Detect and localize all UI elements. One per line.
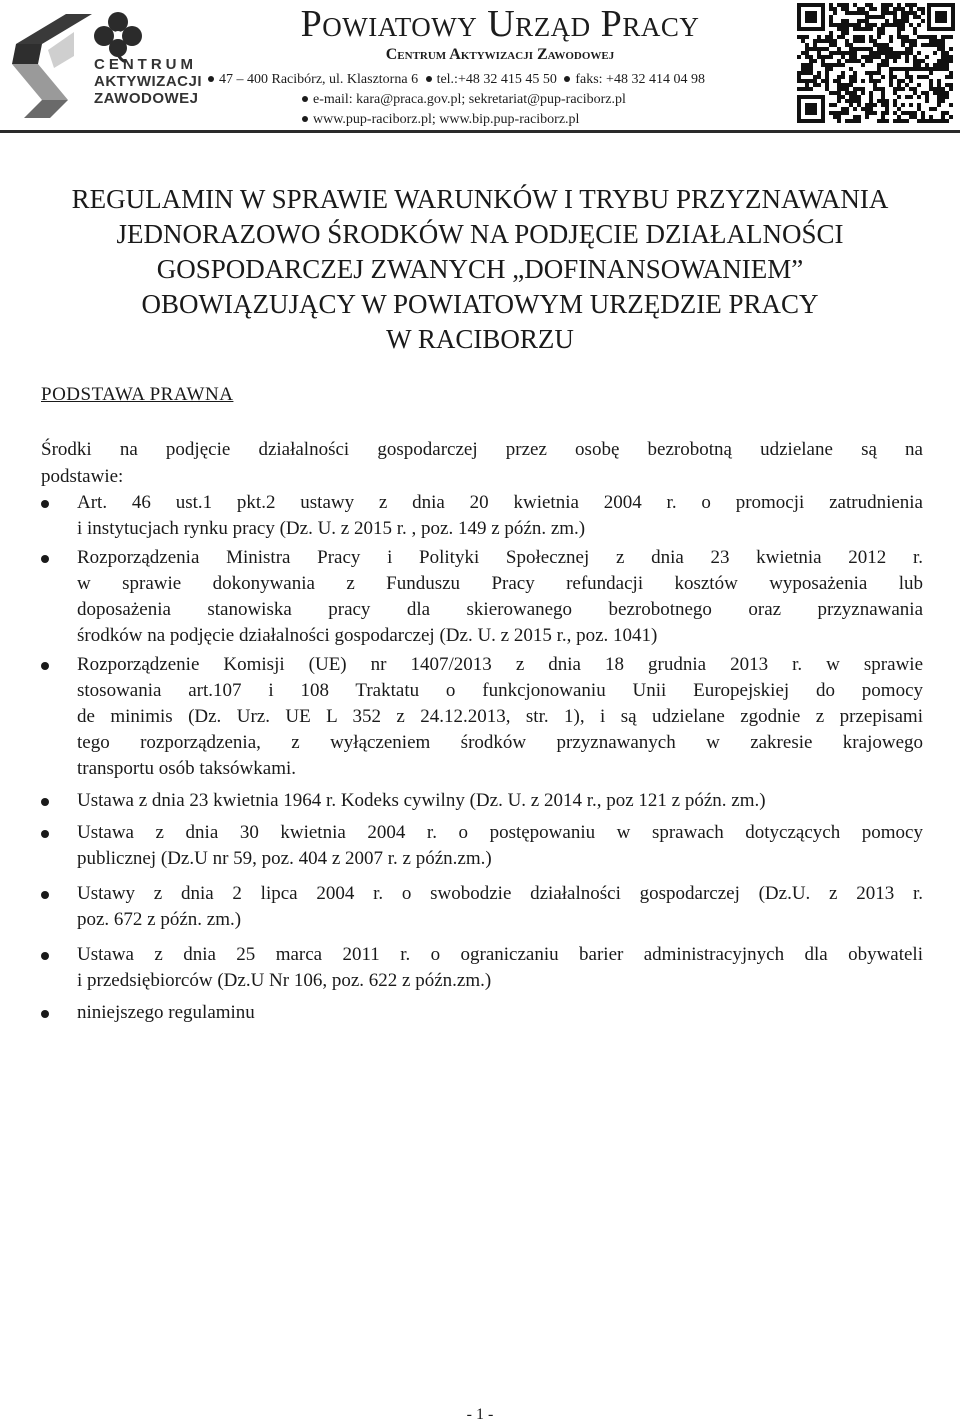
- document-title: [30, 182, 930, 357]
- organization-block: [200, 0, 790, 130]
- cav-logo: [8, 6, 202, 124]
- telephone: tel.:+48 32 415 45 50: [436, 72, 557, 87]
- header-divider: [0, 130, 960, 133]
- title-line-3: GOSPODARCZEJ ZWANYCH „DOFINANSOWANIEM”: [156, 254, 804, 284]
- list-item-line: poz. 672 z późn. zm.): [77, 909, 242, 930]
- list-item-line: stosowania art.107 i 108 Traktatu o funkcjonowaniu Unii Europejskiej do pomocy: [77, 680, 923, 701]
- intro-line-1: Środki na podjęcie działalności gospodarczej przez osobę bezrobotną udzielane są na: [41, 439, 923, 460]
- arrow-logo-icon: [8, 10, 94, 120]
- list-item-line: tego rozporządzenia, z wyłączeniem środków przyznawanych w zakresie krajowego: [77, 732, 923, 753]
- letterhead: [0, 0, 960, 132]
- logo-wordmark: [94, 56, 202, 107]
- bullet-icon: [564, 76, 570, 82]
- bullet-icon: [41, 1010, 49, 1018]
- list-item-line: Ustawa z dnia 30 kwietnia 2004 r. o postępowaniu w sprawach dotyczących pomocy: [77, 822, 923, 843]
- bullet-icon: [302, 96, 308, 102]
- bullet-icon: [41, 662, 49, 670]
- title-line-4: OBOWIĄZUJĄCY W POWIATOWYM URZĘDZIE PRACY: [141, 289, 819, 319]
- bullet-icon: [41, 555, 49, 563]
- contact-email-line: [298, 92, 626, 108]
- email-addresses: e-mail: kara@praca.gov.pl; sekretariat@pup-raciborz.pl: [313, 92, 626, 107]
- logo-line-2: AKTYWIZACJI: [94, 73, 202, 90]
- address: 47 – 400 Racibórz, ul. Klasztorna 6: [219, 72, 419, 87]
- intro-line-2: podstawie:: [41, 466, 124, 487]
- list-item: [41, 490, 923, 542]
- list-item-line: i przedsiębiorców (Dz.U Nr 106, poz. 622 z późn.zm.): [77, 970, 492, 991]
- list-item-line: de minimis (Dz. Urz. UE L 352 z 24.12.2013, str. 1), i są udzielane zgodnie z przepisami: [77, 706, 923, 727]
- bullet-icon: [41, 952, 49, 960]
- logo-line-3: ZAWODOWEJ: [94, 90, 199, 107]
- intro-paragraph: [41, 436, 923, 490]
- bullet-icon: [41, 891, 49, 899]
- list-item-line: Ustawy z dnia 2 lipca 2004 r. o swobodzie działalności gospodarczej (Dz.U. z 2013 r.: [77, 883, 923, 904]
- bullet-icon: [41, 798, 49, 806]
- list-item-line: publicznej (Dz.U nr 59, poz. 404 z 2007 r. z późn.zm.): [77, 848, 492, 869]
- list-item-line: transportu osób taksówkami.: [77, 758, 297, 779]
- list-item-line: niniejszego regulaminu: [77, 1002, 255, 1023]
- org-title: Powiatowy Urząd Pracy: [300, 3, 700, 45]
- title-line-2: JEDNORAZOWO ŚRODKÓW NA PODJĘCIE DZIAŁALNOŚCI: [116, 219, 844, 249]
- list-item-line: środków na podjęcie działalności gospodarczej (Dz. U. z 2015 r., poz. 1041): [77, 625, 658, 646]
- list-item: [41, 652, 923, 782]
- bullet-icon: [41, 500, 49, 508]
- list-item-line: w sprawie dokonywania z Funduszu Pracy refundacji kosztów wyposażenia lub: [77, 573, 923, 594]
- contact-web-line: [298, 112, 579, 128]
- bullet-icon: [302, 116, 308, 122]
- list-item: [41, 881, 923, 933]
- list-item-line: Ustawa z dnia 23 kwietnia 1964 r. Kodeks cywilny (Dz. U. z 2014 r., poz 121 z późn. zm.): [77, 790, 766, 811]
- list-item-line: i instytucjach rynku pracy (Dz. U. z 2015 r. , poz. 149 z późn. zm.): [77, 518, 586, 539]
- legal-basis-list: [41, 487, 923, 1026]
- bullet-icon: [41, 830, 49, 838]
- list-item: [41, 820, 923, 872]
- section-heading: PODSTAWA PRAWNA: [41, 384, 234, 405]
- page-number: - 1 -: [466, 1406, 494, 1423]
- list-item: [41, 942, 923, 994]
- org-subtitle: Centrum Aktywizacji Zawodowej: [385, 46, 615, 63]
- websites: www.pup-raciborz.pl; www.bip.pup-raciborz.pl: [313, 112, 580, 127]
- list-item-line: Ustawa z dnia 25 marca 2011 r. o ograniczaniu barier administracyjnych dla obywateli: [77, 944, 923, 965]
- list-item-line: Rozporządzenia Ministra Pracy i Polityki Społecznej z dnia 23 kwietnia 2012 r.: [77, 547, 923, 568]
- bullet-icon: [208, 76, 214, 82]
- list-item: [41, 1000, 923, 1026]
- fax: faks: +48 32 414 04 98: [575, 72, 705, 87]
- title-line-1: REGULAMIN W SPRAWIE WARUNKÓW I TRYBU PRZYZNAWANIA: [71, 184, 889, 214]
- contact-address-line: [204, 72, 705, 88]
- list-item: [41, 545, 923, 649]
- list-item-line: Rozporządzenie Komisji (UE) nr 1407/2013 z dnia 18 grudnia 2013 r. w sprawie: [77, 654, 923, 675]
- list-item-line: doposażenia stanowiska pracy dla skierowanego bezrobotnego oraz przyznawania: [77, 599, 923, 620]
- logo-line-1: CENTRUM: [94, 56, 197, 73]
- bullet-icon: [426, 76, 432, 82]
- list-item-line: Art. 46 ust.1 pkt.2 ustawy z dnia 20 kwietnia 2004 r. o promocji zatrudnienia: [77, 492, 923, 513]
- title-line-5: W RACIBORZU: [386, 324, 574, 354]
- list-item: [41, 788, 923, 814]
- qr-code-icon: [797, 3, 955, 123]
